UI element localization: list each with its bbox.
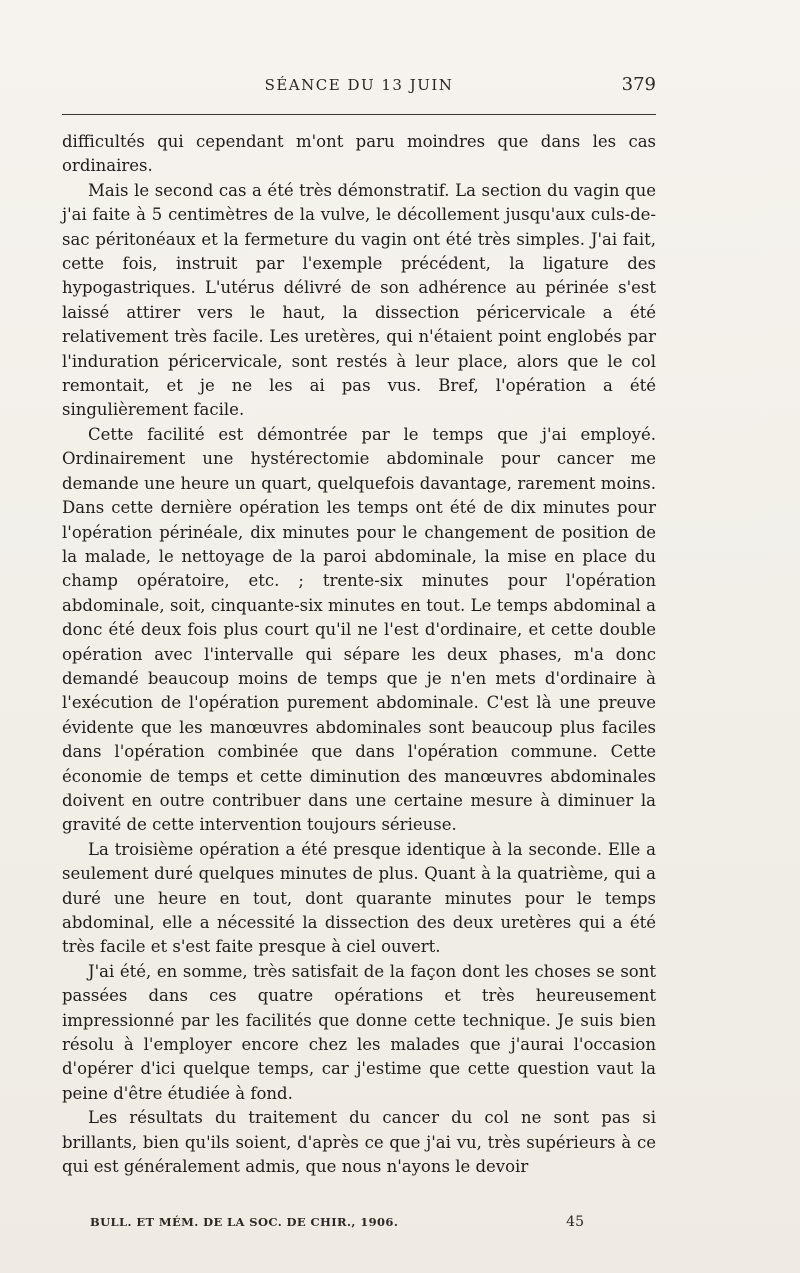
body-text <box>62 130 656 1179</box>
paragraph: La troisième opération a été presque identique à la seconde. Elle a seulement duré quelques minutes de plus. Quant à la quatrième, qui a duré une heure en tout, dont quarante minutes pour le temps abdominal, elle a nécessité la dissection des deux uretères qui a été très facile et s'est faite presque à ciel ouvert. <box>62 839 656 957</box>
paragraph: Cette facilité est démontrée par le temps que j'ai employé. Ordinairement une hystérectomie abdominale pour cancer me demande une heure un quart, quelquefois davantage, rarement moins. Dans cette dernière opération les temps ont été de dix minutes pour l'opération périnéale, dix minutes pour le changement de position de la malade, le nettoyage de la paroi abdominale, la mise en place du champ opératoire, etc. ; trente-six minutes pour l'opération abdominale, soit, cinquante-six minutes en tout. Le temps abdominal a donc été deux fois plus court qu'il ne l'est d'ordinaire, et cette double opération avec l'intervalle qui sépare les deux phases, m'a donc demandé beaucoup moins de temps que je n'en mets d'ordinaire à l'exécution de l'opération purement abdominale. C'est là une preuve évidente que les manœuvres abdominales sont beaucoup plus faciles dans l'opération combinée que dans l'opération commune. Cette économie de temps et cette diminution des manœuvres abdominales doivent en outre contribuer dans une certaine mesure à diminuer la gravité de cette intervention toujours sérieuse. <box>62 424 656 835</box>
page-number: 379 <box>621 74 656 95</box>
page-header <box>62 72 656 102</box>
paragraph: J'ai été, en somme, très satisfait de la façon dont les choses se sont passées dans ces quatre opérations et très heureusement impressionné par les facilités que donne cette technique. Je suis bien résolu à l'employer encore chez les malades que j'aurai l'occasion d'opérer d'ici quelque temps, car j'estime que cette question vaut la peine d'être étudiée à fond. <box>62 961 656 1103</box>
paragraph: Mais le second cas a été très démonstratif. La section du vagin que j'ai faite à 5 centimètres de la vulve, le décollement jusqu'aux culs-de-sac péritonéaux et la fermeture du vagin ont été très simples. J'ai fait, cette fois, instruit par l'exemple précédent, la ligature des hypogastriques. L'utérus délivré de son adhérence au périnée s'est laissé attirer vers le haut, la dissection péricervicale a été relativement très facile. Les uretères, qui n'étaient point englobés par l'induration péricervicale, sont restés à leur place, alors que le col remontait, et je ne les ai pas vus. Bref, l'opération a été singulièrement facile. <box>62 180 656 420</box>
page-footer <box>90 1215 650 1235</box>
footer-citation: BULL. ET MÉM. DE LA SOC. DE CHIR., 1906. <box>90 1215 399 1229</box>
paragraph: difficultés qui cependant m'ont paru moindres que dans les cas ordinaires. <box>62 132 656 176</box>
signature-mark: 45 <box>566 1214 584 1230</box>
paragraph: Les résultats du traitement du cancer du col ne sont pas si brillants, bien qu'ils soient, d'après ce que j'ai vu, très supérieurs à ce qui est généralement admis, que nous n'ayons le devoir <box>62 1108 656 1177</box>
running-head: SÉANCE DU 13 JUIN <box>264 76 454 94</box>
header-rule <box>62 114 656 115</box>
